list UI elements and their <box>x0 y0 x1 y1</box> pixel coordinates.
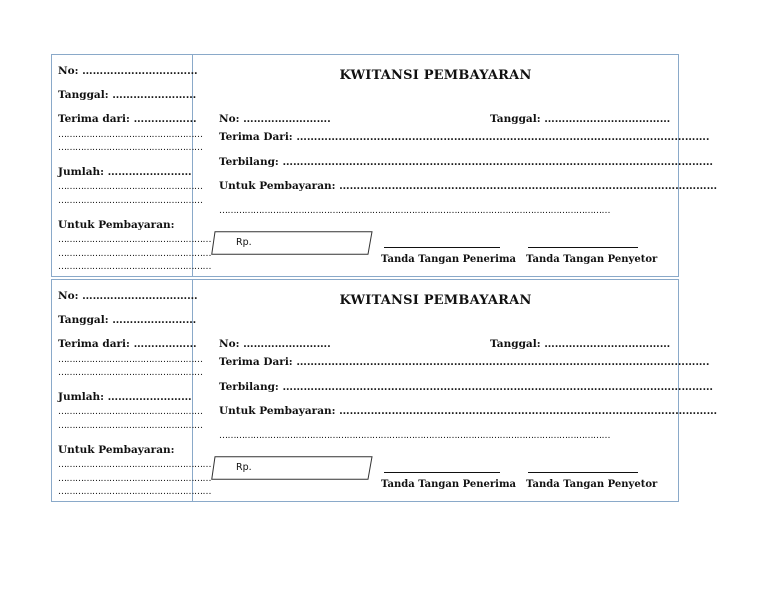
signature-label-depositor: Tanda Tangan Penyetor <box>526 479 658 490</box>
stub-line: ……………………………………………… <box>58 474 211 484</box>
stub-line: …………………………………………… <box>58 407 203 417</box>
stub-line: ……………………………………………… <box>58 235 211 245</box>
main-terbilang: Terbilang: …………………………………………………………………………………………………………… <box>219 381 713 393</box>
rp-label: Rp. <box>236 237 252 248</box>
stub-tanggal: Tanggal: …………………… <box>58 314 197 326</box>
stub-line: …………………………………………… <box>58 130 203 140</box>
main-tanggal: Tanggal: ……………………………… <box>490 338 671 350</box>
main-tanggal: Tanggal: ……………………………… <box>490 113 671 125</box>
signature-label-receiver: Tanda Tangan Penerima <box>381 479 517 490</box>
stub-line: ……………………………………………… <box>58 249 211 259</box>
stub-line: …………………………………………… <box>58 355 203 365</box>
signature-line-receiver <box>384 247 500 248</box>
main-terbilang: Terbilang: …………………………………………………………………………………………………………… <box>219 156 713 168</box>
main-extra-line: ………………………………………………………………………………………………………………………… <box>219 206 610 216</box>
stub-line: …………………………………………… <box>58 196 203 206</box>
rp-amount-box <box>211 231 373 255</box>
stub-line: ……………………………………………… <box>58 262 211 272</box>
stub-untuk-pembayaran: Untuk Pembayaran: <box>58 444 175 456</box>
rp-label: Rp. <box>236 462 252 473</box>
main-no: No: ……………………. <box>219 113 331 125</box>
stub-line: …………………………………………… <box>58 143 203 153</box>
main-terima-dari: Terima Dari: ………………………………………………………………………………………………………. <box>219 131 710 143</box>
stub-line: …………………………………………… <box>58 421 203 431</box>
signature-line-depositor <box>528 247 638 248</box>
stub-jumlah: Jumlah: …………………… <box>58 391 192 403</box>
signature-line-depositor <box>528 472 638 473</box>
receipt-main <box>193 280 718 501</box>
stub-untuk-pembayaran: Untuk Pembayaran: <box>58 219 175 231</box>
receipt-title: KWITANSI PEMBAYARAN <box>339 68 532 83</box>
signature-line-receiver <box>384 472 500 473</box>
stub-line: ……………………………………………… <box>58 460 211 470</box>
main-untuk-pembayaran: Untuk Pembayaran: ……………………………………………………………………………………………… <box>219 180 718 192</box>
stub-line: ……………………………………………… <box>58 487 211 497</box>
stub-no: No: …………………………… <box>58 65 198 77</box>
stub-terima-dari: Terima dari: ……………… <box>58 113 197 125</box>
stub-line: …………………………………………… <box>58 182 203 192</box>
signature-label-depositor: Tanda Tangan Penyetor <box>526 254 658 265</box>
stub-line: …………………………………………… <box>58 368 203 378</box>
receipt-main <box>193 55 718 276</box>
signature-label-receiver: Tanda Tangan Penerima <box>381 254 517 265</box>
receipt-1 <box>51 54 718 277</box>
main-terima-dari: Terima Dari: ………………………………………………………………………………………………………. <box>219 356 710 368</box>
stub-no: No: …………………………… <box>58 290 198 302</box>
stub-terima-dari: Terima dari: ……………… <box>58 338 197 350</box>
receipt-stub <box>52 280 211 501</box>
receipt-title: KWITANSI PEMBAYARAN <box>339 293 532 308</box>
stub-tanggal: Tanggal: …………………… <box>58 89 197 101</box>
stub-jumlah: Jumlah: …………………… <box>58 166 192 178</box>
main-no: No: ……………………. <box>219 338 331 350</box>
rp-amount-box <box>211 456 373 480</box>
receipt-2 <box>51 279 718 502</box>
main-untuk-pembayaran: Untuk Pembayaran: ……………………………………………………………………………………………… <box>219 405 718 417</box>
receipt-stub <box>52 55 211 276</box>
main-extra-line: ………………………………………………………………………………………………………………………… <box>219 431 610 441</box>
